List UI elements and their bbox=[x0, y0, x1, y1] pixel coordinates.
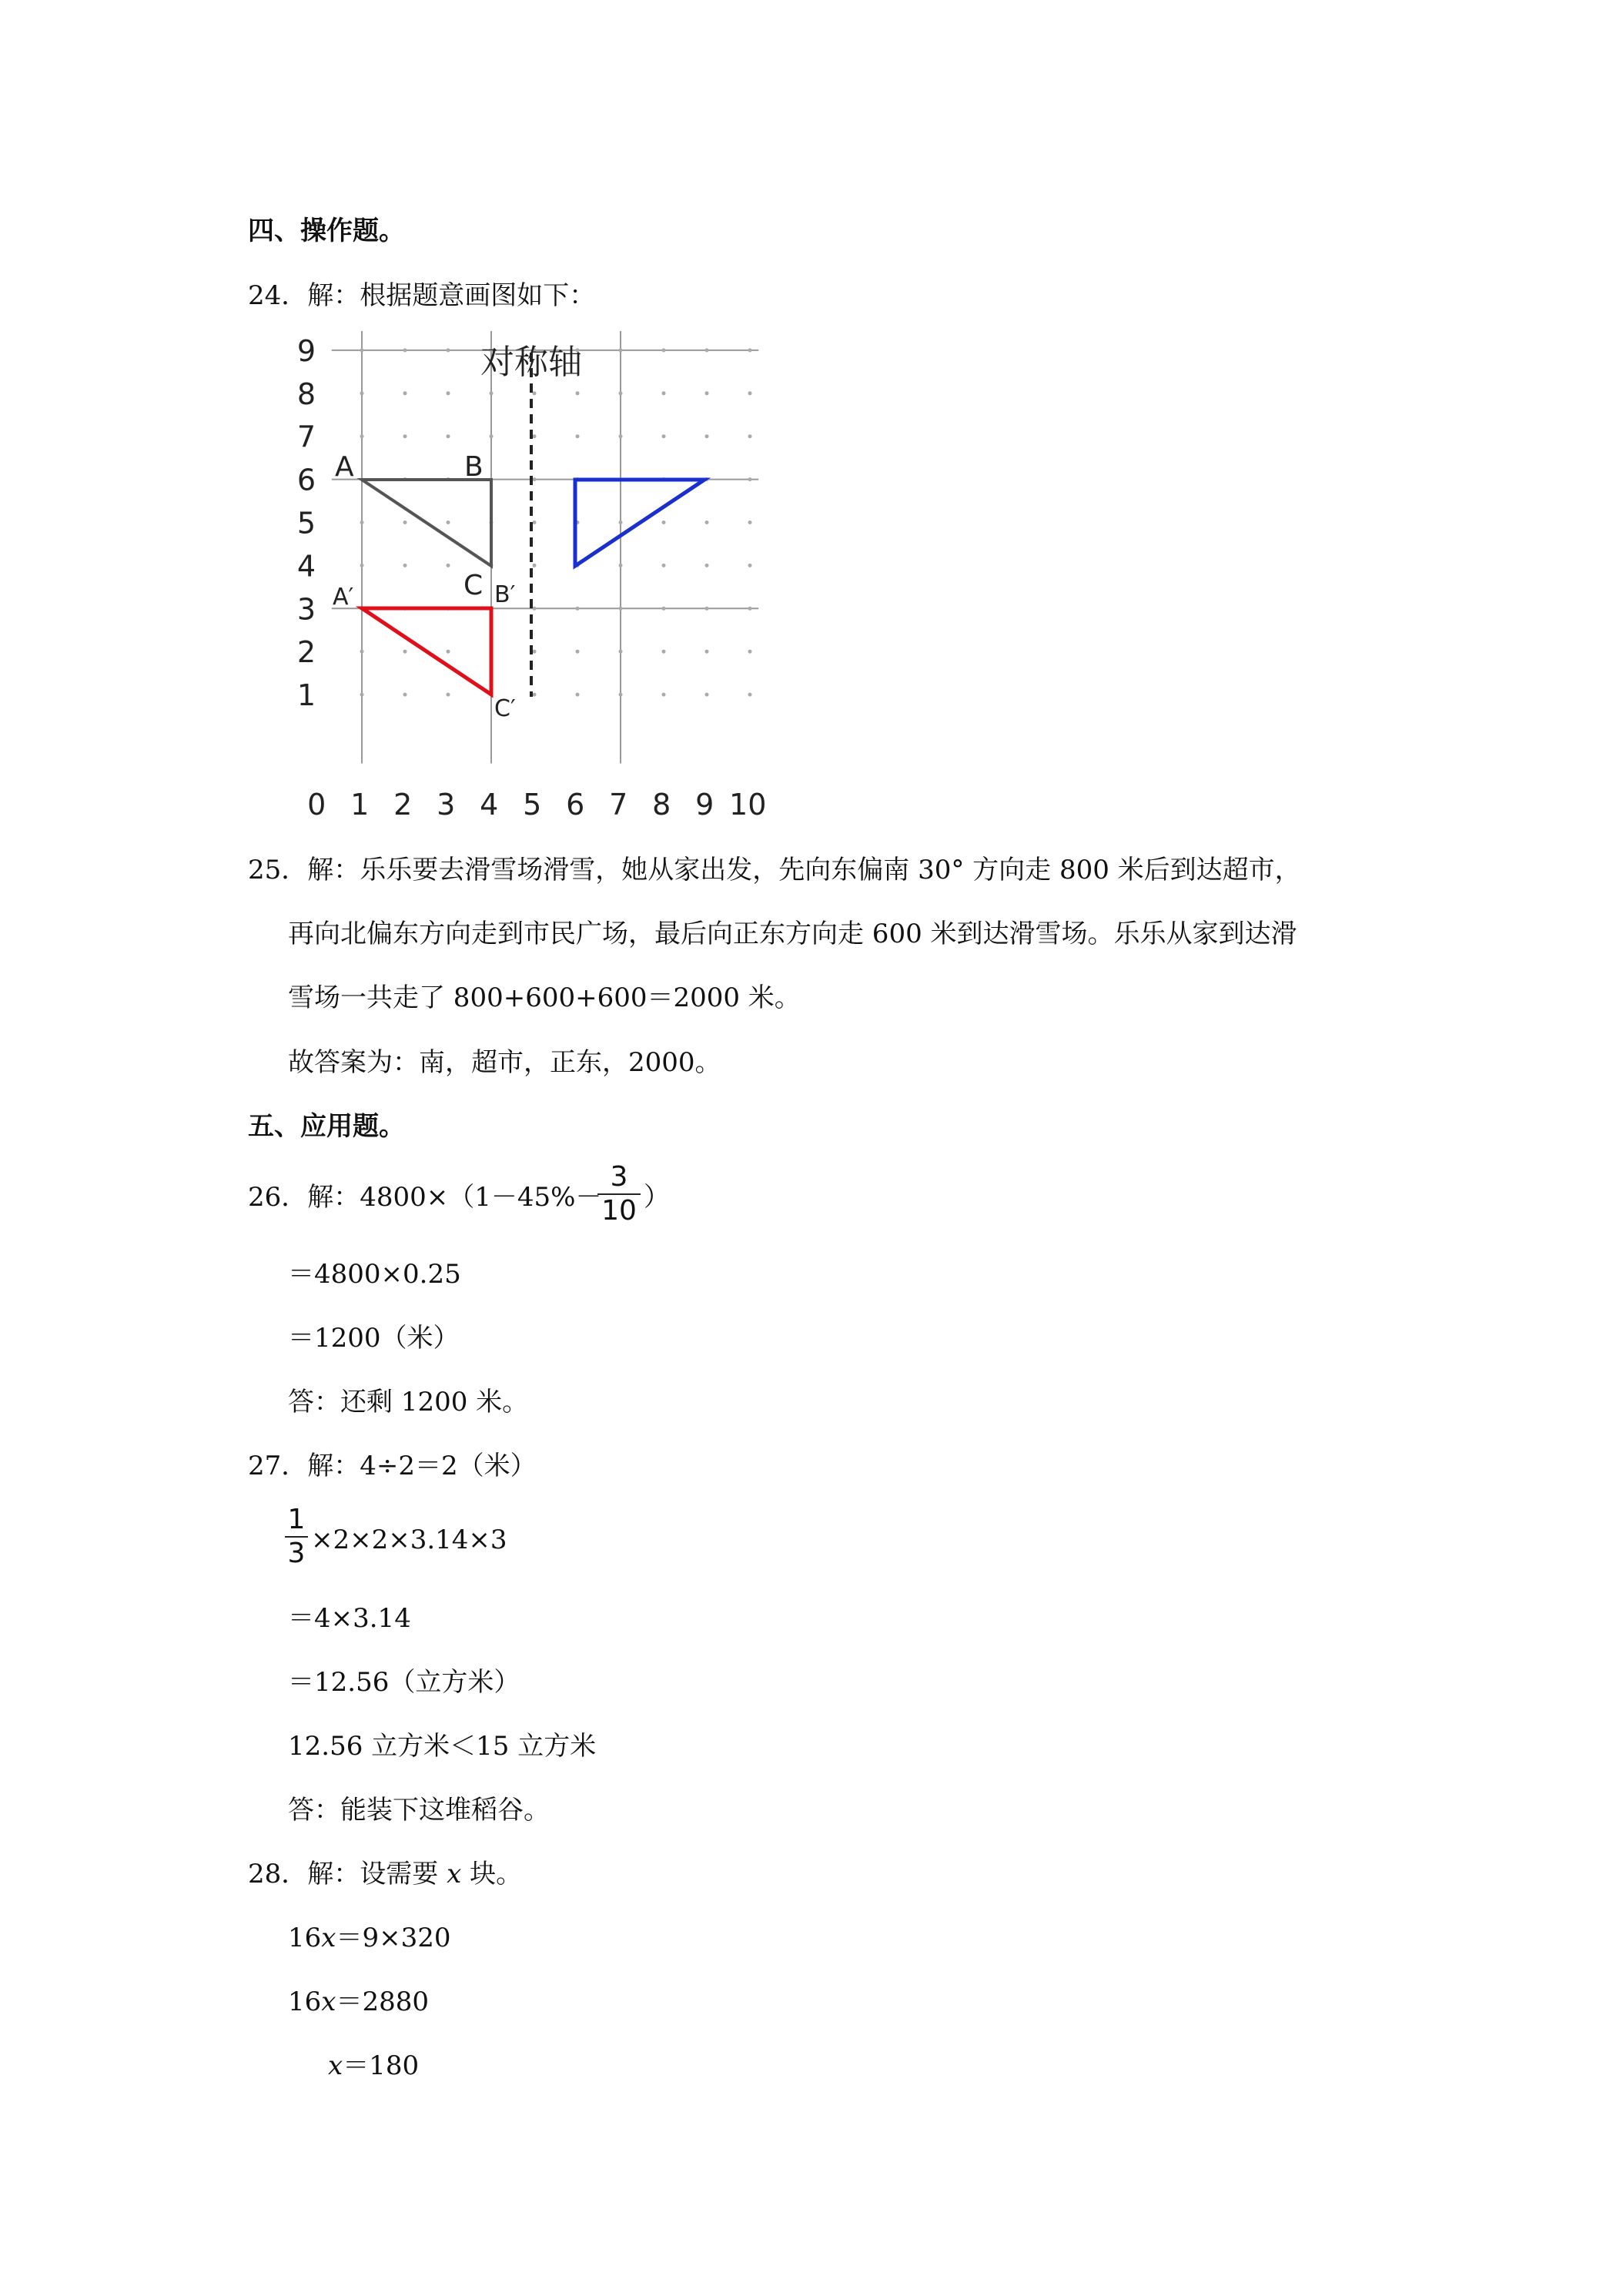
question-26-step-1: ＝4800×0.25 bbox=[288, 1259, 461, 1290]
question-27-compare: 12.56 立方米＜15 立方米 bbox=[288, 1731, 597, 1762]
question-27-step-1: ＝4×3.14 bbox=[288, 1603, 411, 1634]
grid-dot bbox=[490, 391, 494, 395]
label-c: C bbox=[463, 570, 484, 601]
y-tick-label: 5 bbox=[296, 506, 316, 541]
triangle-abc-translated bbox=[362, 608, 491, 694]
y-tick-label: 2 bbox=[296, 635, 316, 670]
grid-dot bbox=[403, 564, 407, 567]
grid-dot bbox=[447, 348, 450, 352]
x-tick-label: 5 bbox=[523, 788, 542, 822]
grid-dot bbox=[403, 348, 407, 352]
grid-dot bbox=[360, 391, 364, 395]
question-25-line-2: 再向北偏东方向走到市民广场，最后向正东方向走 600 米到达滑雪场。乐乐从家到达滑 bbox=[288, 919, 1297, 949]
grid-dot bbox=[619, 607, 623, 611]
grid-dot bbox=[576, 434, 580, 438]
grid-dot bbox=[447, 434, 450, 438]
grid-dot bbox=[662, 650, 666, 654]
triangle-reflected bbox=[575, 480, 704, 566]
fraction-denominator: 10 bbox=[601, 1195, 637, 1227]
grid-dot bbox=[447, 650, 450, 654]
y-tick-label: 8 bbox=[296, 377, 316, 411]
variable-x: x bbox=[447, 1859, 462, 1889]
fraction-numerator: 1 bbox=[287, 1504, 306, 1535]
grid-dot bbox=[748, 693, 752, 697]
grid-dot bbox=[447, 693, 450, 697]
variable-x: x bbox=[321, 1986, 336, 2017]
y-tick-label: 9 bbox=[296, 333, 316, 368]
grid-dot bbox=[403, 520, 407, 524]
label-b-prime: B′ bbox=[494, 581, 516, 608]
y-tick-labels bbox=[297, 334, 316, 712]
x-tick-label: 10 bbox=[729, 788, 767, 822]
grid-dot bbox=[748, 434, 752, 438]
grid-dot bbox=[748, 391, 752, 395]
x-tick-label: 9 bbox=[695, 788, 714, 822]
grid-dot bbox=[533, 607, 537, 611]
question-27-answer: 答：能装下这堆稻谷。 bbox=[288, 1795, 550, 1826]
x-tick-label: 4 bbox=[480, 788, 499, 822]
x-tick-label: 2 bbox=[393, 788, 413, 822]
variable-x: x bbox=[328, 2050, 343, 2081]
grid-dot bbox=[490, 434, 494, 438]
grid-dot bbox=[576, 391, 580, 395]
grid-dot bbox=[360, 693, 364, 697]
grid-dot bbox=[748, 650, 752, 654]
question-24-line: 24．解：根据题意画图如下： bbox=[248, 280, 596, 311]
x-tick-labels bbox=[307, 788, 766, 822]
section-heading: 五、应用题。 bbox=[248, 1111, 405, 1142]
x-tick-label: 3 bbox=[437, 788, 456, 822]
question-26-step-2: ＝1200（米） bbox=[288, 1323, 460, 1354]
grid-dot bbox=[360, 520, 364, 524]
grid-dot bbox=[619, 693, 623, 697]
grid-dot bbox=[533, 391, 537, 395]
q28-text: 28．解：设需要 bbox=[248, 1859, 447, 1889]
question-28-line bbox=[248, 1859, 522, 1889]
grid-dot bbox=[748, 477, 752, 481]
grid-dot bbox=[705, 650, 709, 654]
grid-dot bbox=[447, 564, 450, 567]
coordinate-figure bbox=[277, 331, 785, 832]
grid-dot bbox=[360, 564, 364, 567]
grid-dot bbox=[619, 348, 623, 352]
grid-dot bbox=[705, 607, 709, 611]
grid-dot bbox=[576, 650, 580, 654]
grid-dot bbox=[576, 607, 580, 611]
grid-dot bbox=[705, 693, 709, 697]
grid-dot bbox=[360, 650, 364, 654]
equation-1 bbox=[288, 1923, 450, 1953]
q28-text: 块。 bbox=[461, 1859, 523, 1889]
fraction-3-10 bbox=[597, 1163, 641, 1226]
grid-dot bbox=[403, 693, 407, 697]
label-b: B bbox=[464, 451, 484, 483]
grid-lines bbox=[332, 331, 758, 764]
question-25-line-3: 雪场一共走了 800+600+600＝2000 米。 bbox=[288, 982, 801, 1013]
question-27-line: 27．解：4÷2＝2（米） bbox=[248, 1451, 537, 1481]
x-tick-label: 7 bbox=[609, 788, 628, 822]
grid-dot bbox=[533, 520, 537, 524]
eq-rest: ＝2880 bbox=[336, 1986, 429, 2017]
grid-dot bbox=[662, 434, 666, 438]
question-26-answer: 答：还剩 1200 米。 bbox=[288, 1387, 529, 1417]
eq-coef: 16 bbox=[288, 1986, 322, 2017]
section-heading: 四、操作题。 bbox=[248, 216, 405, 246]
fraction-numerator: 3 bbox=[610, 1161, 628, 1193]
label-a: A bbox=[335, 451, 354, 483]
grid-dot bbox=[662, 693, 666, 697]
grid-dot bbox=[748, 520, 752, 524]
grid-dot bbox=[619, 520, 623, 524]
grid-dot bbox=[619, 434, 623, 438]
label-c-prime: C′ bbox=[494, 695, 516, 722]
grid-dot bbox=[533, 650, 537, 654]
y-tick-label: 6 bbox=[296, 463, 316, 497]
grid-dot bbox=[619, 650, 623, 654]
y-tick-label: 4 bbox=[296, 549, 316, 584]
grid-dot bbox=[662, 564, 666, 567]
grid-dot bbox=[619, 391, 623, 395]
question-25-line-1: 25．解：乐乐要去滑雪场滑雪，她从家出发，先向东偏南 30° 方向走 800 米后到达超市， bbox=[248, 855, 1301, 885]
x-tick-label: 0 bbox=[307, 788, 326, 822]
grid-dot bbox=[360, 434, 364, 438]
eq-rest: ＝9×320 bbox=[336, 1923, 451, 1953]
eq-coef: 16 bbox=[288, 1923, 322, 1953]
fraction-1-3 bbox=[285, 1505, 308, 1568]
grid-dot bbox=[533, 693, 537, 697]
question-27-step-2: ＝12.56（立方米） bbox=[288, 1667, 520, 1698]
grid-dot bbox=[748, 348, 752, 352]
equation-3 bbox=[328, 2050, 419, 2081]
question-25-answer: 故答案为：南，超市，正东，2000。 bbox=[288, 1047, 721, 1078]
equation-2 bbox=[288, 1986, 429, 2017]
grid-dot bbox=[662, 607, 666, 611]
y-tick-label: 3 bbox=[296, 592, 316, 627]
grid-dot bbox=[662, 391, 666, 395]
grid-dot bbox=[533, 434, 537, 438]
grid-dot bbox=[619, 564, 623, 567]
fraction-denominator: 3 bbox=[287, 1538, 306, 1569]
grid-dot bbox=[705, 391, 709, 395]
grid-dot bbox=[576, 693, 580, 697]
y-tick-label: 1 bbox=[296, 678, 316, 713]
grid-dot bbox=[447, 391, 450, 395]
grid-dot bbox=[533, 477, 537, 481]
grid-dot bbox=[705, 348, 709, 352]
axis-title: 对称轴 bbox=[480, 343, 582, 382]
question-26-line: 26．解：4800×（1－45%－ bbox=[248, 1182, 602, 1213]
eq-rest: ＝180 bbox=[343, 2050, 420, 2081]
grid-dot bbox=[662, 520, 666, 524]
grid-dot bbox=[705, 434, 709, 438]
closing-paren: ） bbox=[644, 1182, 670, 1213]
grid-dot bbox=[533, 564, 537, 567]
y-tick-label: 7 bbox=[296, 420, 316, 454]
triangle-abc bbox=[362, 480, 491, 566]
x-tick-label: 1 bbox=[350, 788, 370, 822]
label-a-prime: A′ bbox=[333, 584, 354, 611]
question-27-expression: ×2×2×3.14×3 bbox=[311, 1525, 507, 1555]
grid-dot bbox=[403, 434, 407, 438]
grid-dot bbox=[403, 391, 407, 395]
grid-dot bbox=[403, 650, 407, 654]
grid-dot bbox=[705, 520, 709, 524]
grid-dot bbox=[748, 607, 752, 611]
grid-dot bbox=[360, 348, 364, 352]
x-tick-label: 8 bbox=[652, 788, 671, 822]
grid-dot bbox=[705, 564, 709, 567]
grid-dot bbox=[447, 520, 450, 524]
grid-dot bbox=[662, 348, 666, 352]
x-tick-label: 6 bbox=[566, 788, 585, 822]
grid-dot bbox=[748, 564, 752, 567]
variable-x: x bbox=[321, 1923, 336, 1953]
